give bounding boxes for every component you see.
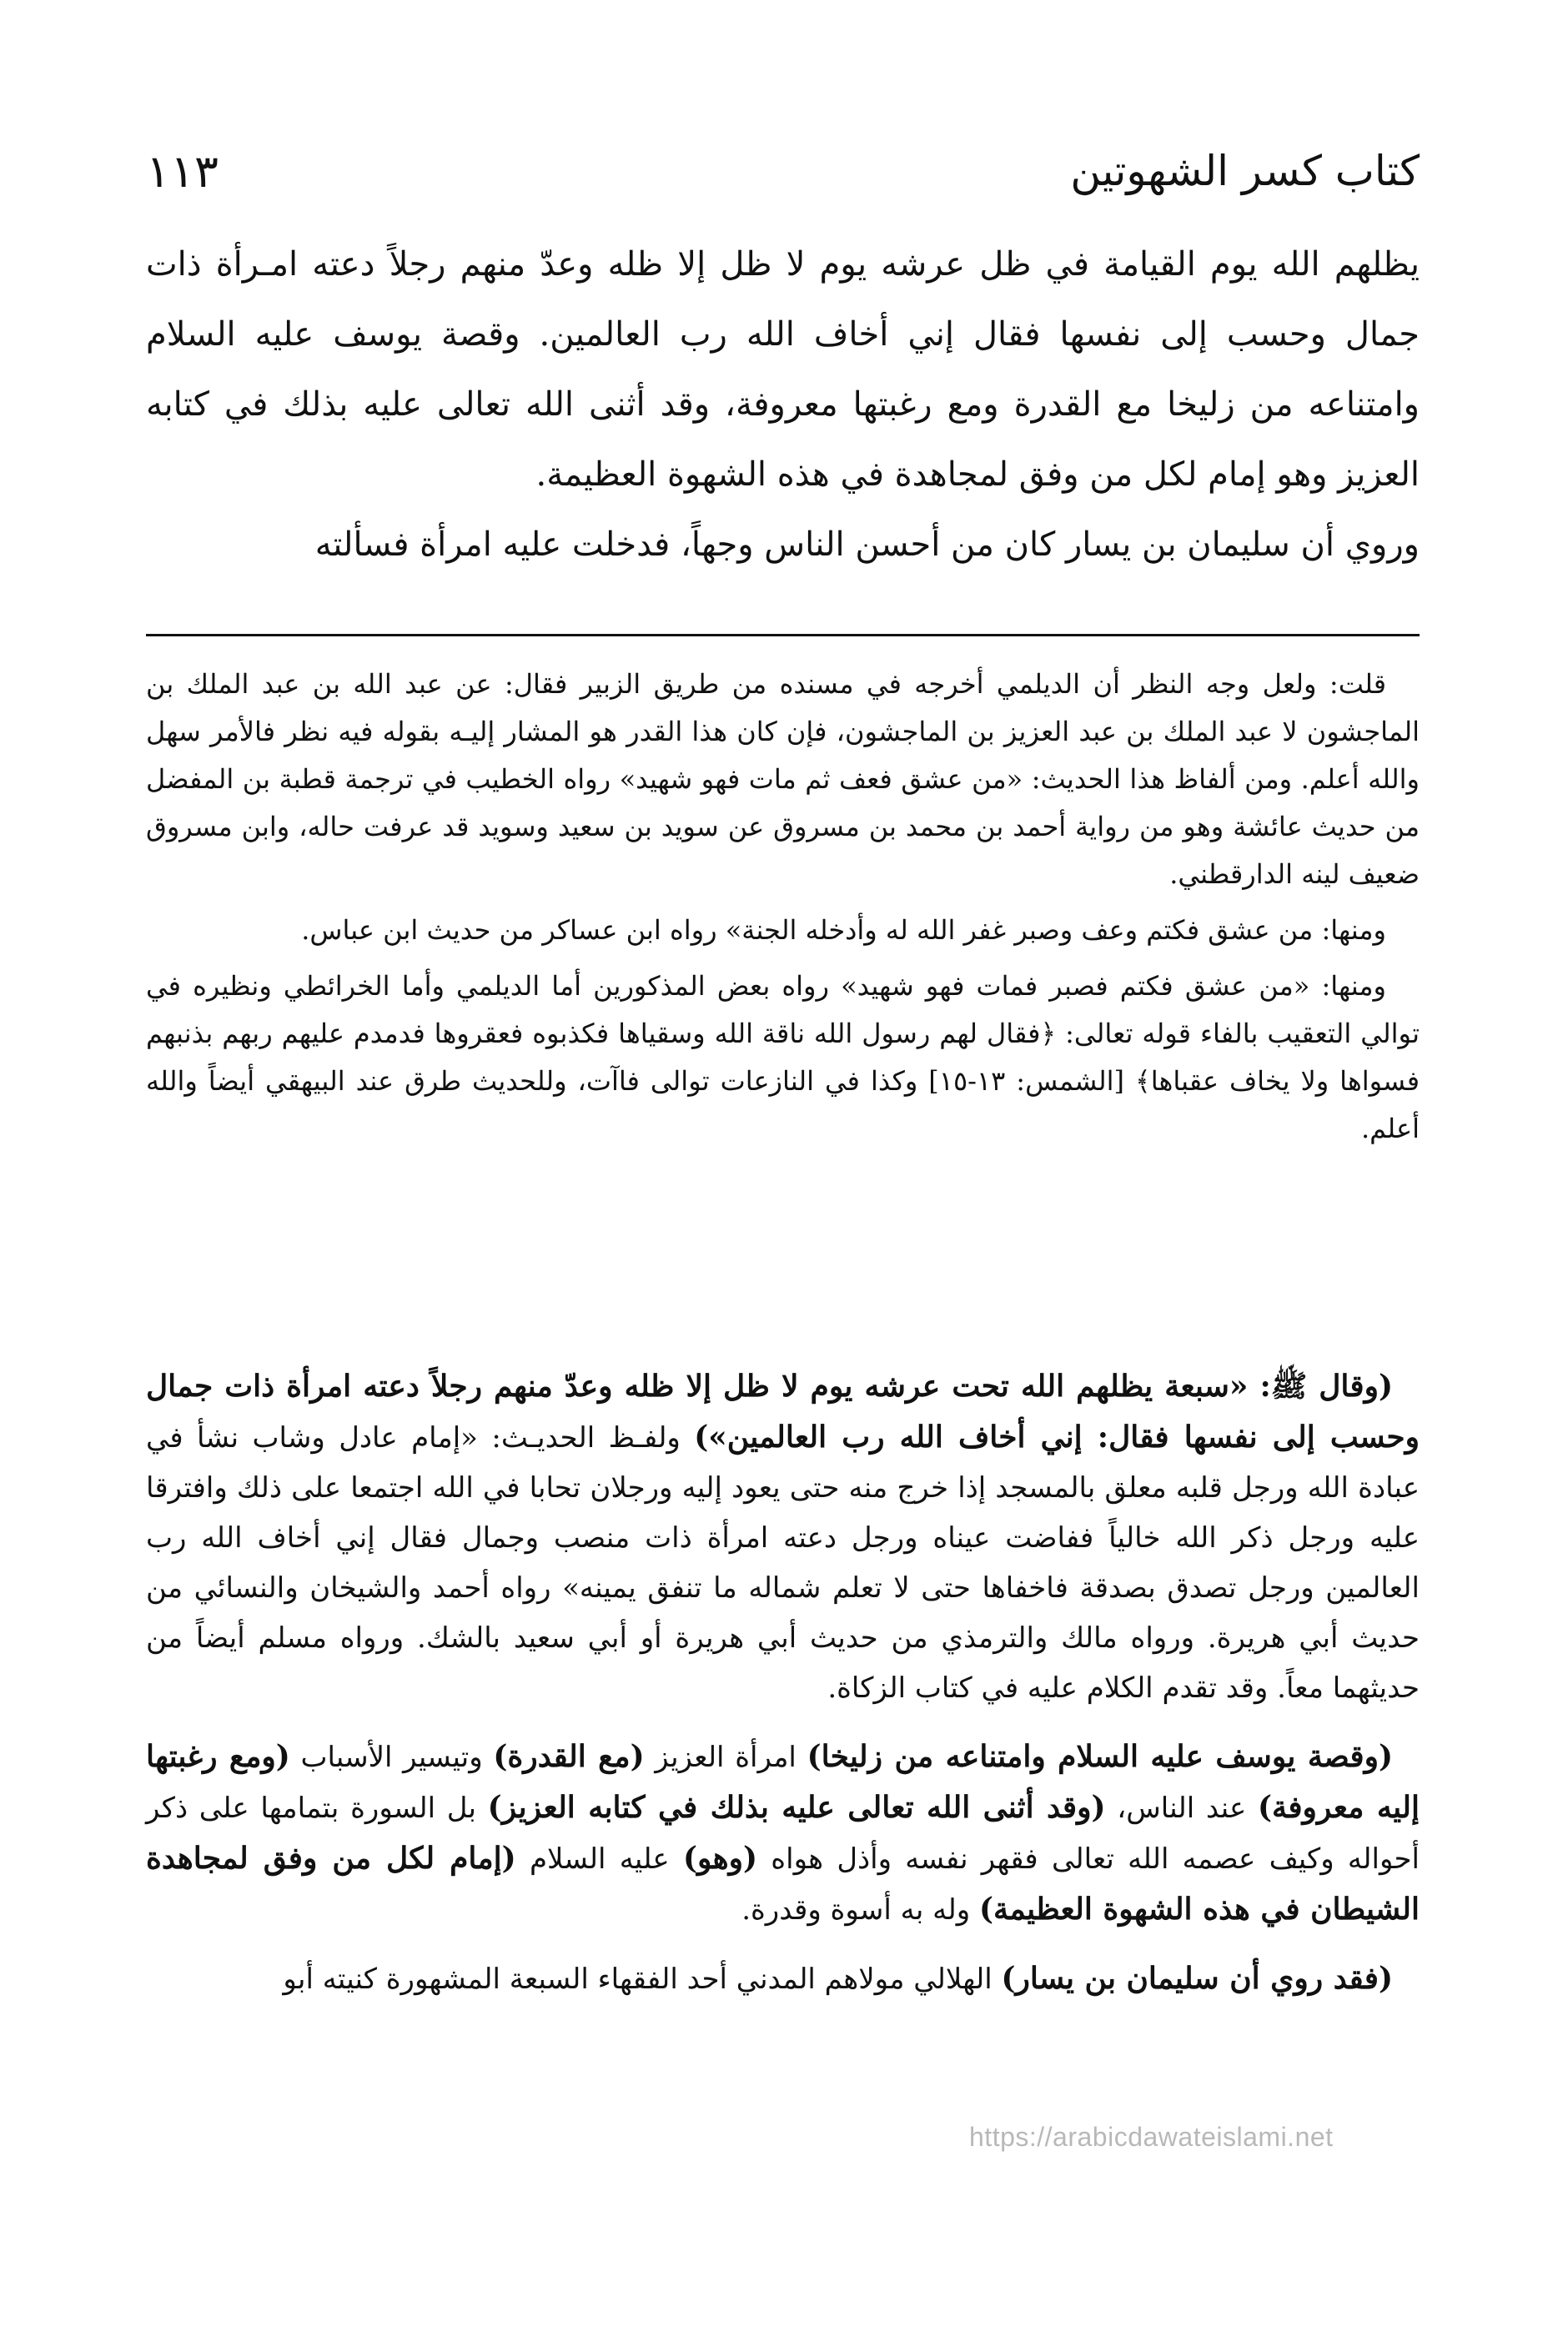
quoted-matn: (وهو) — [683, 1841, 758, 1876]
commentary-text: امرأة العزيز — [644, 1741, 807, 1774]
commentary-text: بل السورة بتمامها على ذكر أحواله وكيف عصمه الله تعالى فقهر نفسه وأذل هواه — [146, 1792, 1420, 1876]
quoted-matn: (ومع رغبتها إليه معروفة) — [146, 1739, 1420, 1825]
quoted-matn: (إمام لكل من وفق لمجاهدة الشيطان في هذه الشهوة العظيمة) — [146, 1841, 1420, 1927]
source-watermark: https://arabicdawateislami.net — [969, 2122, 1334, 2152]
main-paragraph: وروي أن سليمان بن يسار كان من أحسن الناس وجهاً، فدخلت عليه امرأة فسألته — [314, 525, 1420, 564]
footnote-paragraph: قلت: ولعل وجه النظر أن الديلمي أخرجه في مسنده من طريق الزبير فقال: عن عبد الله بن عبد الملك بن الماجشون لا عبد الملك بن عبد العزيز بن الماجشون، فإن كان هذا القدر هو المشار إليـه بقوله فيه نظر فالأمر سهل والله أعلم. ومن ألفاظ هذا الحديث: «من عشق فعف ثم مات فهو شهيد» رواه الخطيب في ترجمة قطبة بن المفضل من حديث عائشة وهو من رواية أحمد بن محمد بن مسروق عن سويد بن سعيد وسويد قد عرفت حاله، وابن مسروق ضعيف لينه الدارقطني. — [146, 668, 1420, 890]
footnote-paragraph: ومنها: «من عشق فكتم فصبر فمات فهو شهيد» رواه بعض المذكورين أما الديلمي وأما الخرائطي ونظيره في توالي التعقيب بالفاء قوله تعالى: ﴿فقال لهم رسول الله ناقة الله وسقياها فكذبوه فعقروها فدمدم عليهم ربهم بذنبهم فسواها ولا يخاف عقباها﴾ [الشمس: ١٣-١٥] وكذا في النازعات توالى فاآت، وللحديث طرق عند البيهقي أيضاً والله أعلم. — [146, 970, 1420, 1144]
main-text — [146, 229, 1420, 585]
page-header — [146, 133, 1420, 209]
quoted-matn: (مع القدرة) — [493, 1739, 645, 1774]
commentary-text: وتيسير الأسباب — [289, 1741, 494, 1774]
commentary-text: عليه السلام — [515, 1842, 683, 1876]
commentary-text: الهلالي مولاهم المدني أحد الفقهاء السبعة المشهورة كنيته أبو — [283, 1963, 1002, 1996]
quoted-matn: (وقصة يوسف عليه السلام وامتناعه من زليخا) — [807, 1739, 1394, 1774]
main-paragraph: يظلهم الله يوم القيامة في ظل عرشه يوم لا ظل إلا ظله وعدّ منهم رجلاً دعته امـرأة ذات جمال وحسب إلى نفسها فقال إني أخاف الله رب العالمين. وقصة يوسف عليه السلام وامتناعه من زليخا مع القدرة ومع رغبتها معروفة، وقد أثنى الله تعالى عليه بذلك في كتابه العزيز وهو إمام لكل من وفق لمجاهدة في هذه الشهوة العظيمة. — [146, 245, 1420, 494]
running-title: كتاب كسر الشهوتين — [1070, 147, 1420, 195]
commentary-paragraph — [146, 1361, 1420, 1713]
footnotes — [146, 661, 1420, 1161]
commentary-text: عند الناس، — [1105, 1792, 1258, 1825]
commentary — [146, 1361, 1420, 2023]
footnote-paragraph: ومنها: من عشق فكتم وعف وصبر غفر الله له وأدخله الجنة» رواه ابن عساكر من حديث ابن عباس. — [301, 914, 1386, 946]
commentary-text: ولفـظ الحديـث: «إمام عادل وشاب نشأ في عبادة الله ورجل قلبه معلق بالمسجد إذا خرج منه حتى يعود إليه ورجلان تحابا في الله اجتمعا على ذلك وافترقا عليه ورجل ذكر الله خالياً ففاضت عيناه ورجل دعته امرأة ذات منصب وجمال فقال إني أخاف الله رب العالمين ورجل تصدق بصدقة فاخفاها حتى لا تعلم شماله ما تنفق يمينه» رواه أحمد والشيخان والنسائي من حديث أبي هريرة. ورواه مالك والترمذي من حديث أبي هريرة أو أبي سعيد بالشك. ورواه مسلم أيضاً من حديثهما معاً. وقد تقدم الكلام عليه في كتاب الزكاة. — [146, 1421, 1420, 1705]
commentary-text: وله به أسوة وقدرة. — [741, 1893, 979, 1927]
quoted-matn: (وقال ﷺ: «سبعة يظلهم الله تحت عرشه يوم لا ظل إلا ظله وعدّ منهم رجلاً دعته امرأة ذات جمال وحسب إلى نفسها فقال: إني أخاف الله رب العالمين») — [146, 1369, 1420, 1455]
quoted-matn: (فقد روي أن سليمان بن يسار) — [1001, 1961, 1393, 1996]
quoted-matn: (وقد أثنى الله تعالى عليه بذلك في كتابه العزيز) — [487, 1790, 1106, 1825]
commentary-paragraph — [146, 1953, 1420, 2004]
commentary-paragraph — [146, 1731, 1420, 1935]
page-number: ١١٣ — [146, 144, 219, 198]
footnote-divider — [146, 634, 1420, 636]
